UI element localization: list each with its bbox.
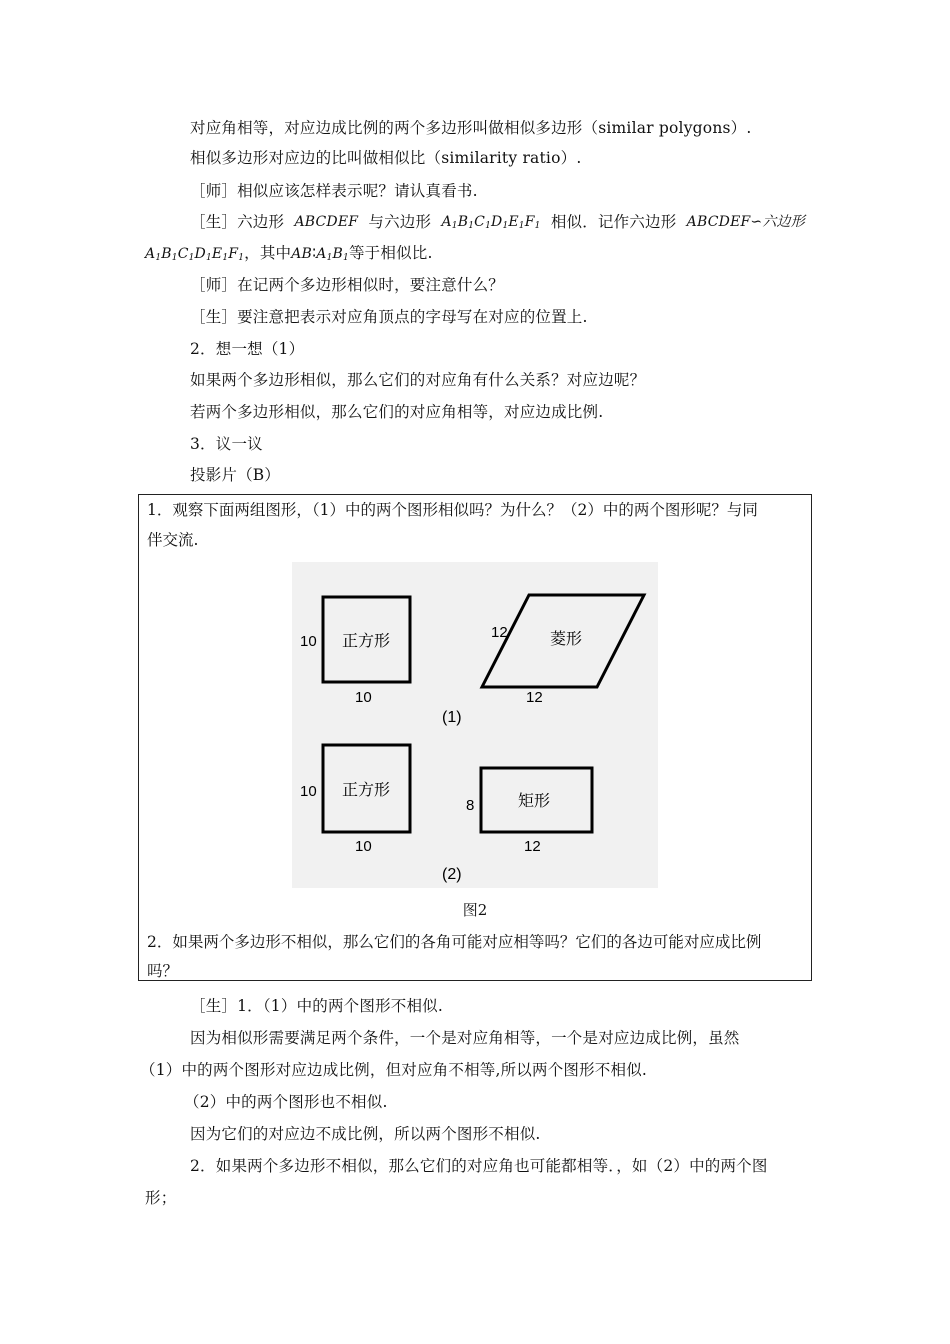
ratio-tail-text: 等于相似比. [348, 244, 433, 262]
reason-line-1: 因为相似形需要满足两个条件，一个是对应角相等，一个是对应边成比例，虽然 [190, 1029, 740, 1047]
slide-label: 投影片（B） [190, 466, 281, 484]
student-answer-2-line1: 2．如果两个多边形不相似，那么它们的对应角也可能都相等．，如（2）中的两个图 [190, 1157, 768, 1175]
square-name-2: 正方形 [342, 782, 391, 799]
box-question-1-line1: 1．观察下面两组图形，（1）中的两个图形相似吗？为什么？（2）中的两个图形呢？与同 [147, 501, 758, 519]
group-1-label: (1) [442, 709, 462, 726]
figure-2-svg [292, 562, 658, 888]
rhombus-name: 菱形 [550, 631, 583, 648]
think-question: 如果两个多边形相似，那么它们的对应角有什么关系？对应边呢？ [190, 371, 646, 389]
student-answer-attention: ［生］要注意把表示对应角顶点的字母写在对应的位置上. [190, 308, 588, 326]
rectangle-name: 矩形 [518, 793, 551, 810]
rhombus-bottom-label: 12 [526, 689, 543, 706]
rhombus-left-label: 12 [491, 624, 508, 641]
connector-text: 与六边形 [368, 213, 432, 231]
square-left-label-2: 10 [300, 783, 317, 800]
student-answer-2-line2: 形； [145, 1189, 177, 1207]
section-discuss-heading: 3．议一议 [190, 435, 263, 453]
think-answer: 若两个多边形相似，那么它们的对应角相等，对应边成比例. [190, 403, 604, 421]
hexagon-abcdef: ABCDEF [294, 214, 359, 230]
teacher-question-notation: ［师］相似应该怎样表示呢？请认真看书. [190, 182, 478, 200]
figure-caption: 图2 [462, 901, 488, 919]
reason-line-3: 因为它们的对应边不成比例，所以两个图形不相似. [190, 1125, 541, 1143]
student-answer-1-part2: （2）中的两个图形也不相似. [184, 1093, 388, 1111]
side-a1b1: $A_1B_1$ [316, 246, 349, 263]
definition-similar-polygons: 对应角相等，对应边成比例的两个多边形叫做相似多边形（similar polygons）. [190, 119, 752, 137]
side-ab: AB [291, 246, 313, 262]
rectangle-bottom-label: 12 [524, 838, 541, 855]
hexagon-a1b1c1d1e1f1-second: $A_1B_1C_1D_1E_1F_1$ [145, 246, 245, 263]
square-bottom-label-2: 10 [355, 838, 372, 855]
square-name-1: 正方形 [342, 633, 391, 650]
square-left-label-1: 10 [300, 633, 317, 650]
teacher-question-attention: ［师］在记两个多边形相似时，要注意什么？ [190, 276, 505, 294]
group-2-label: (2) [442, 866, 462, 883]
definition-similarity-ratio: 相似多边形对应边的比叫做相似比（similarity ratio）. [190, 149, 582, 167]
hexagon-a1b1c1d1e1f1: $A_1B_1C_1D_1E_1F_1$ [441, 214, 541, 231]
figure-2 [292, 562, 658, 888]
student-answer-notation-line1 [190, 211, 805, 237]
section-think-heading: 2．想一想（1） [190, 340, 305, 358]
box-question-2-line1: 2．如果两个多边形不相似，那么它们的各角可能对应相等吗？它们的各边可能对应成比例 [147, 933, 762, 951]
reason-line-2: （1）中的两个图形对应边成比例，但对应角不相等,所以两个图形不相似. [140, 1061, 648, 1079]
ratio-intro-text: ，其中 [244, 244, 292, 262]
rectangle-left-label: 8 [466, 797, 475, 814]
similar-expression: ABCDEF∽六边形 [686, 214, 805, 230]
box-question-1-line2: 伴交流. [147, 531, 199, 549]
similar-notation-text: 相似．记作六边形 [550, 213, 677, 231]
student-answer-1: ［生］1．（1）中的两个图形不相似. [190, 997, 444, 1015]
student-label-text: ［生］六边形 [190, 213, 285, 231]
box-question-2-line2: 吗？ [147, 962, 179, 980]
student-answer-notation-line2 [145, 242, 433, 269]
square-bottom-label-1: 10 [355, 689, 372, 706]
ratio-colon: ∶ [312, 244, 317, 262]
